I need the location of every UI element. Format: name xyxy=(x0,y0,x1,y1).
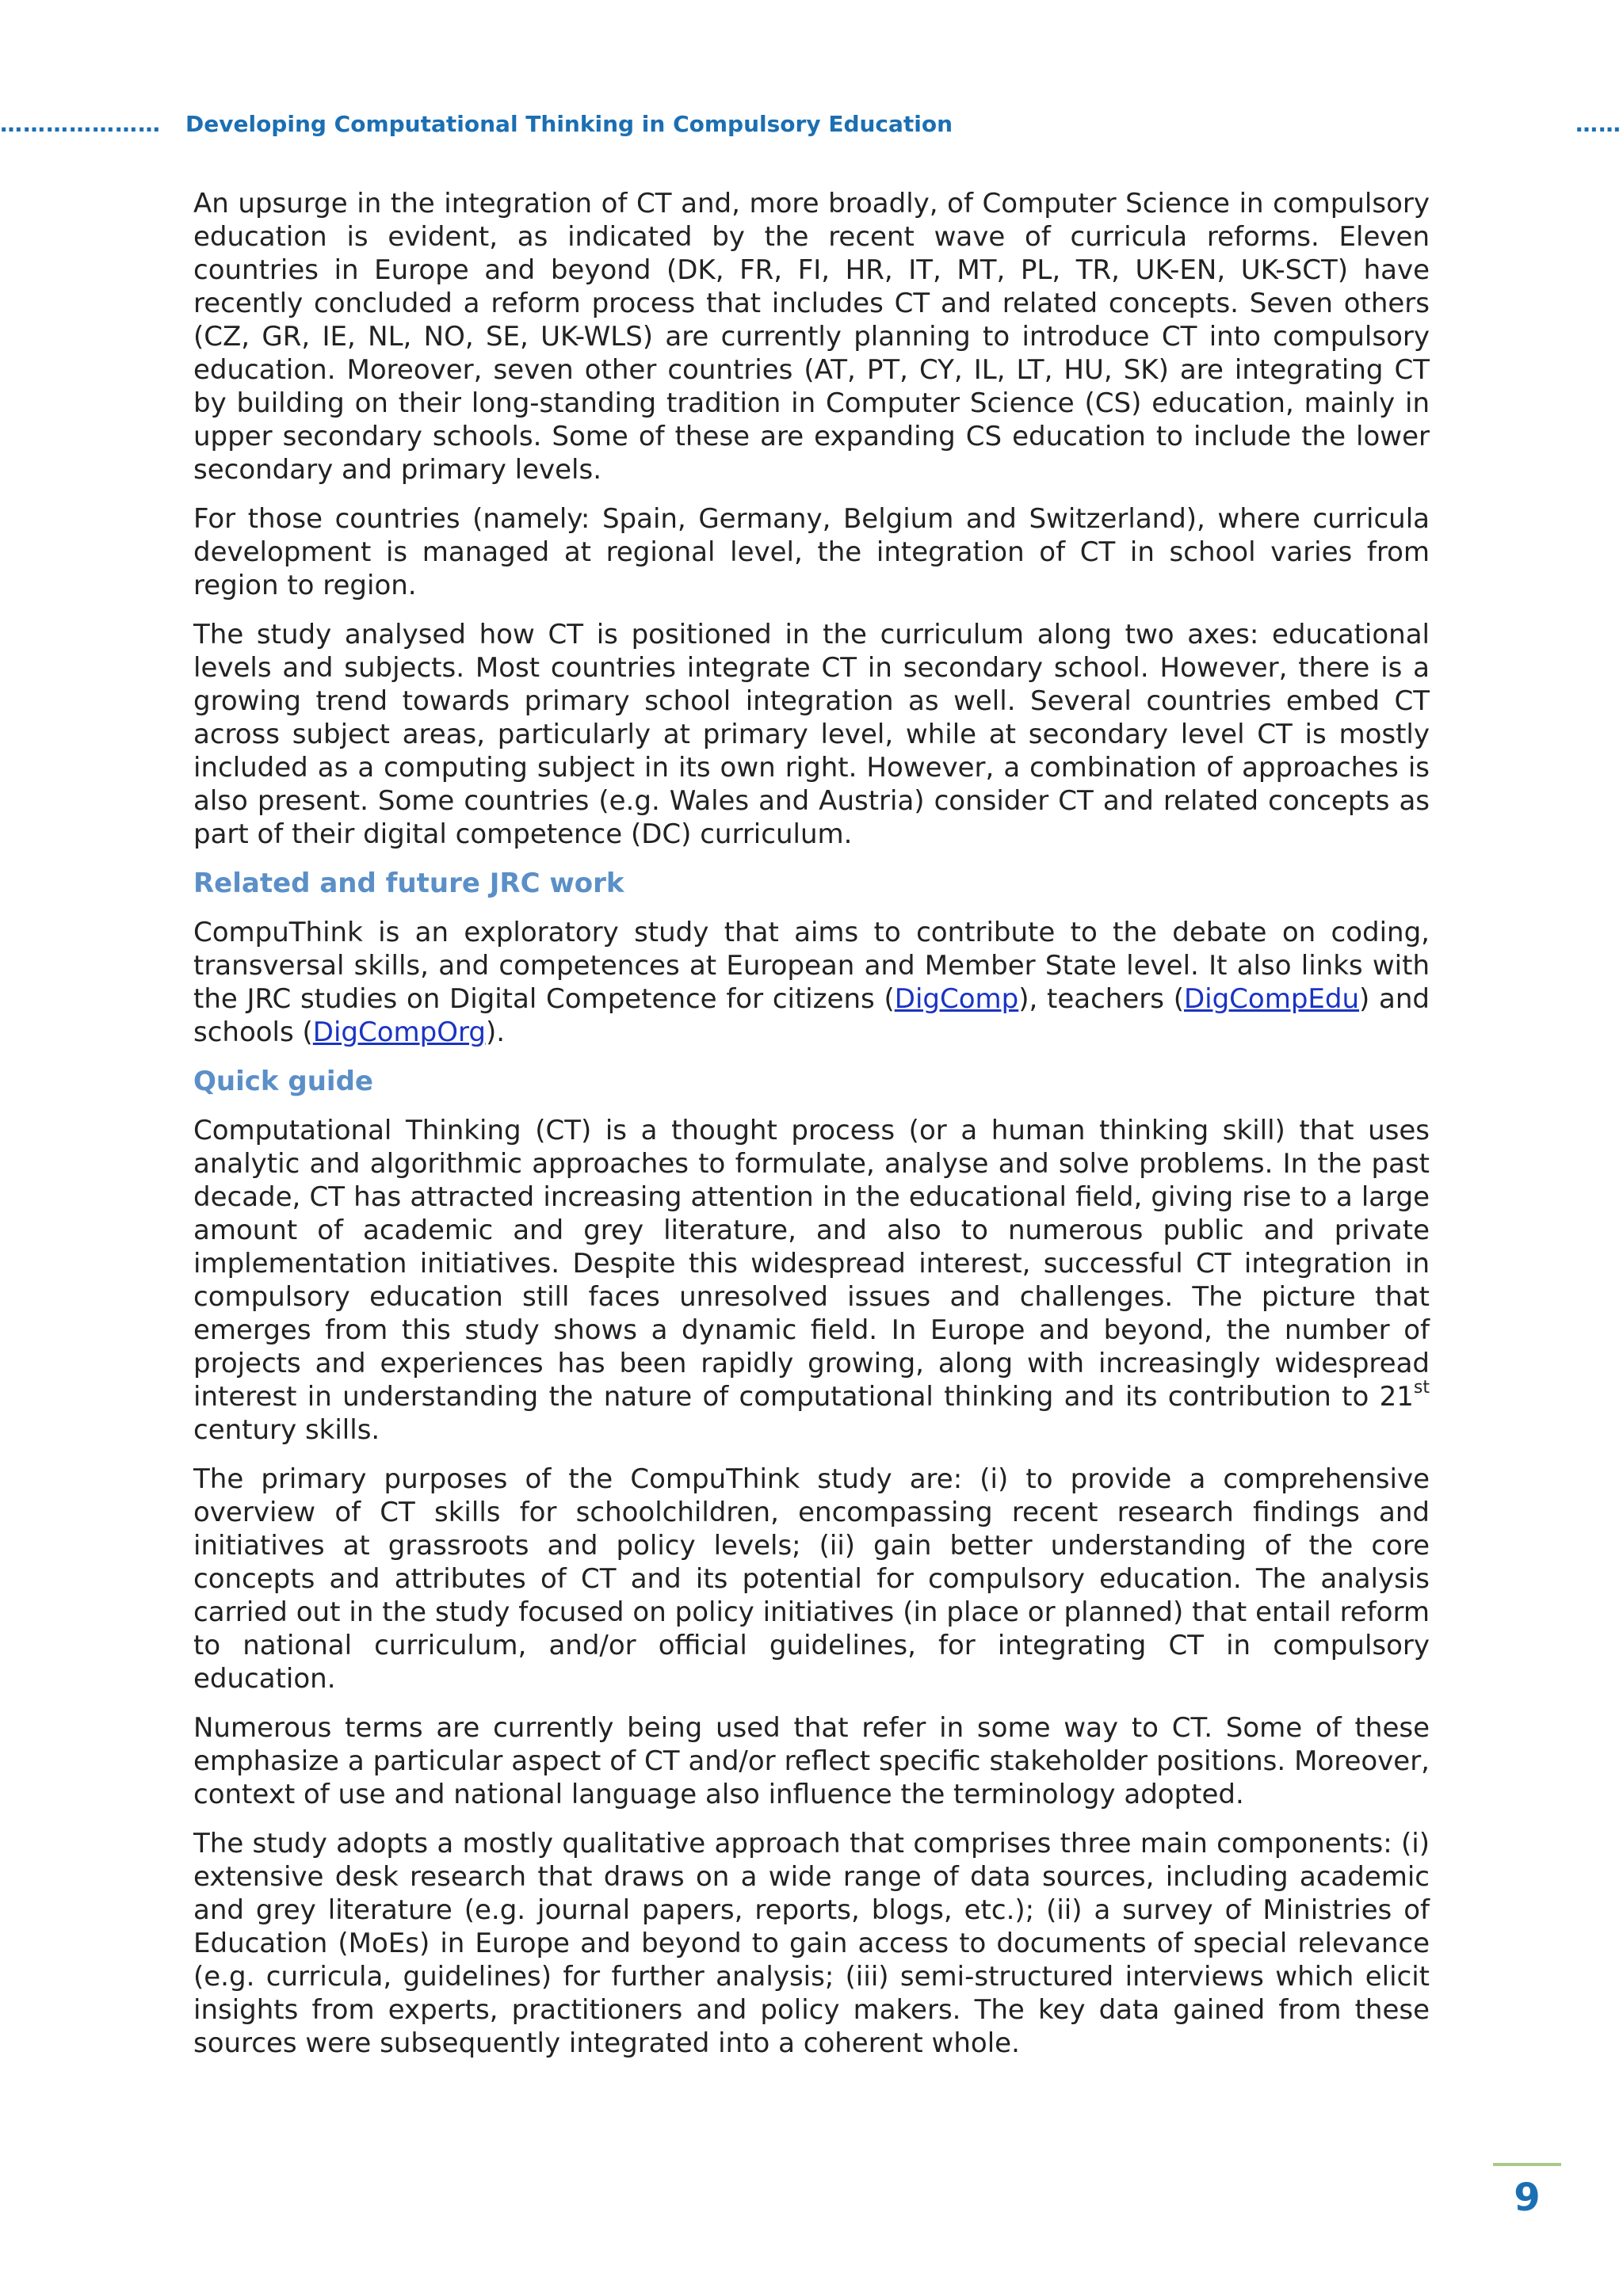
text-segment: ) and schools ( xyxy=(193,983,1430,1048)
paragraph-terminology: Numerous terms are currently being used that refer in some way to CT. Some of these emphasize a particular aspect of CT and/or reflect specific stakeholder positions. Moreover, context of use and national language also influence the terminology adopted. xyxy=(193,1712,1430,1810)
page-number-rule xyxy=(1493,2163,1561,2166)
link-digcomp[interactable]: DigComp xyxy=(894,983,1019,1015)
paragraph-related-work xyxy=(193,916,1430,1049)
paragraph-study-purposes: The primary purposes of the CompuThink study are: (i) to provide a comprehensive overview of CT skills for schoolchildren, encompassing recent research findings and initiatives at grassroots and policy levels; (ii) gain better understanding of the core concepts and attributes of CT and its potential for compulsory education. The analysis carried out in the study focused on policy initiatives (in place or planned) that entail reform to national curriculum, and/or official guidelines, for integrating CT in compulsory education. xyxy=(193,1463,1430,1695)
paragraph-curricula-reforms: An upsurge in the integration of CT and, more broadly, of Computer Science in compulsory education is evident, as indicated by the recent wave of curricula reforms. Eleven countries in Europe and beyond (DK, FR, FI, HR, IT, MT, PL, TR, UK-EN, UK-SCT) have recently concluded a reform process that includes CT and related concepts. Seven others (CZ, GR, IE, NL, NO, SE, UK-WLS) are currently planning to introduce CT into compulsory education. Moreover, seven other countries (AT, PT, CY, IL, LT, HU, SK) are integrating CT by building on their long-standing tradition in Computer Science (CS) education, mainly in upper secondary schools. Some of these are expanding CS education to include the lower secondary and primary levels. xyxy=(193,188,1430,486)
paragraph-curriculum-axes: The study analysed how CT is positioned in the curriculum along two axes: educational levels and subjects. Most countries integrate CT in secondary school. However, there is a growing trend towards primary school integration as well. Several countries embed CT across subject areas, particularly at primary level, while at secondary level CT is mostly included as a computing subject in its own right. However, a combination of approaches is also present. Some countries (e.g. Wales and Austria) consider CT and related concepts as part of their digital competence (DC) curriculum. xyxy=(193,619,1430,850)
paragraph-ct-definition xyxy=(193,1114,1430,1447)
heading-related-work: Related and future JRC work xyxy=(193,868,624,899)
heading-quick-guide: Quick guide xyxy=(193,1066,373,1097)
header-dots-right: …… xyxy=(1575,111,1621,137)
header-dots-left: ………………… xyxy=(0,111,161,137)
running-header xyxy=(0,111,1623,143)
superscript: st xyxy=(1413,1377,1430,1398)
header-title: Developing Computational Thinking in Compulsory Education xyxy=(185,111,953,137)
text-segment: ). xyxy=(485,1016,506,1048)
link-digcomporg[interactable]: DigCompOrg xyxy=(312,1016,486,1048)
paragraph-regional-countries: For those countries (namely: Spain, Germany, Belgium and Switzerland), where curricula development is managed at regional level, the integration of CT in school varies from region to region. xyxy=(193,503,1430,601)
paragraph-methodology: The study adopts a mostly qualitative approach that comprises three main components: (i) extensive desk research that draws on a wide range of data sources, including academic and grey literature (e.g. journal papers, reports, blogs, etc.); (ii) a survey of Ministries of Education (MoEs) in Europe and beyond to gain access to documents of special relevance (e.g. curricula, guidelines) for further analysis; (iii) semi-structured interviews which elicit insights from experts, practitioners and policy makers. The key data gained from these sources were subsequently integrated into a coherent whole. xyxy=(193,1828,1430,2059)
link-digcompedu[interactable]: DigCompEdu xyxy=(1183,983,1360,1015)
text-segment: ), teachers ( xyxy=(1018,983,1184,1015)
text-segment: century skills. xyxy=(193,1414,380,1446)
text-segment: CompuThink is an exploratory study that aims to contribute to the debate on coding, transversal skills, and competences at European and Member State level. It also links with the JRC studies on Digital Competence for citizens ( xyxy=(193,917,1430,1015)
text-segment: Computational Thinking (CT) is a thought process (or a human thinking skill) that uses analytic and algorithmic approaches to formulate, analyse and solve problems. In the past decade, CT has attracted increasing attention in the educational field, giving rise to a large amount of academic and grey literature, and also to numerous public and private implementation initiatives. Despite this widespread interest, successful CT integration in compulsory education still faces unresolved issues and challenges. The picture that emerges from this study shows a dynamic field. In Europe and beyond, the number of projects and experiences has been rapidly growing, along with increasingly widespread interest in understanding the nature of computational thinking and its contribution to 21 xyxy=(193,1115,1430,1413)
page-body xyxy=(193,187,1430,2076)
page-number: 9 xyxy=(1514,2176,1541,2220)
